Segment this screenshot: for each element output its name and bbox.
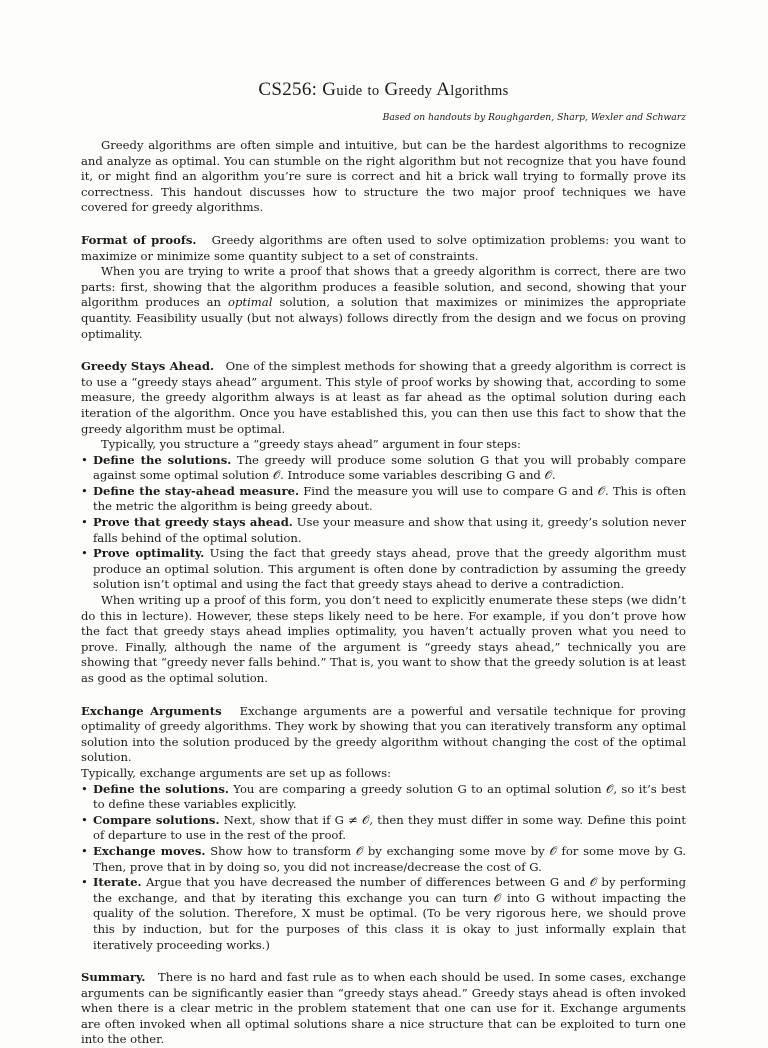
list-item: • Compare solutions. Next, show that if G ≠ 𝒪, then they must differ in some way. Define this point of departure to use in the rest of the proof.: [81, 812, 686, 843]
byline: Based on handouts by Roughgarden, Sharp, Wexler and Schwarz: [382, 112, 686, 123]
stays-ahead-paragraph-3: When writing up a proof of this form, you don’t need to explicitly enumerate these steps (we didn’t do this in lecture). However, these steps likely need to be here. For example, if you don’t prove how the fact that greedy stays ahead implies optimality, you haven’t actually proven what you need to prove. Finally, although the name of the argument is “greedy stays ahead,” technically you are showing that “greedy never falls behind.” That is, you want to show that the greedy solution is at least as good as the optimal solution.: [81, 593, 686, 685]
section-greedy-stays-ahead: [81, 359, 686, 686]
stays-ahead-steps-list: [81, 453, 686, 593]
summary-paragraph: Summary. There is no hard and fast rule as to when each should be used. In some cases, exchange arguments can be significantly easier than “greedy stays ahead.” Greedy stays ahead is often invoked when there is a clear metric in the problem statement that one can use for it. Exchange arguments are often invoked when all optimal solutions share a nice structure that can be exploited to turn one into the other.: [81, 970, 686, 1047]
exchange-paragraph-2: Typically, exchange arguments are set up as follows:: [81, 765, 392, 780]
section-heading: Format of proofs.: [81, 232, 197, 247]
bullet-icon: •: [81, 812, 88, 827]
intro-paragraph: Greedy algorithms are often simple and intuitive, but can be the hardest algorithms to recognize and analyze as optimal. You can stumble on the right algorithm but not recognize that you have found it, or might find an algorithm you’re sure is correct and hit a brick wall trying to formally prove its correctness. This handout discusses how to structure the two major proof techniques we have covered for greedy algorithms.: [81, 138, 686, 215]
format-paragraph-2: When you are trying to write a proof that shows that a greedy algorithm is correct, there are two parts: first, showing that the algorithm produces a feasible solution, and second, showing that your algorithm produces an optimal solution, a solution that maximizes or minimizes the appropriate quantity. Feasibility usually (but not always) follows directly from the design and we focus on proving optimality.: [81, 264, 686, 341]
bullet-icon: •: [81, 546, 88, 561]
section-summary: [81, 970, 686, 1048]
bullet-icon: •: [81, 452, 88, 467]
section-heading: Greedy Stays Ahead.: [81, 359, 215, 374]
bullet-icon: •: [81, 781, 88, 796]
list-item: • Define the stay-ahead measure. Find the measure you will use to compare G and 𝒪. This is often the metric the algorithm is being greedy about.: [81, 483, 686, 514]
stays-ahead-paragraph-1: Greedy Stays Ahead. One of the simplest methods for showing that a greedy algorithm is correct is to use a “greedy stays ahead” argument. This style of proof works by showing that, according to some measure, the greedy algorithm always is at least as far ahead as the optimal solution during each iteration of the algorithm. Once you have established this, you can then use this fact to show that the greedy algorithm must be optimal.: [81, 359, 687, 436]
title-prefix: CS256:: [258, 79, 323, 100]
exchange-paragraph-1: Exchange Arguments Exchange arguments are a powerful and versatile technique for proving optimality of greedy algorithms. They work by showing that you can iteratively transform any optimal solution into the solution produced by the greedy algorithm without changing the cost of the optimal solution.: [81, 703, 686, 765]
list-item: • Prove optimality. Using the fact that greedy stays ahead, prove that the greedy algorithm must produce an optimal solution. This argument is often done by contradiction by assuming the greedy solution isn’t optimal and using the fact that greedy stays ahead to derive a contradiction.: [81, 546, 686, 592]
section-heading: Exchange Arguments: [81, 703, 222, 718]
bullet-icon: •: [81, 843, 88, 858]
format-paragraph-1: Format of proofs. Greedy algorithms are often used to solve optimization problems: you want to maximize or minimize some quantity subject to a set of constraints.: [81, 232, 686, 263]
bullet-icon: •: [81, 875, 88, 890]
section-heading: Summary.: [81, 970, 146, 985]
list-item: • Define the solutions. You are comparing a greedy solution G to an optimal solution 𝒪, so it’s best to define these variables explicitly.: [81, 781, 687, 812]
bullet-icon: •: [81, 515, 88, 530]
stays-ahead-paragraph-2: Typically, you structure a “greedy stays ahead” argument in four steps:: [101, 437, 521, 452]
exchange-steps-list: [81, 782, 686, 954]
section-exchange-arguments: [81, 704, 686, 954]
section-format-of-proofs: [81, 233, 686, 342]
page-title: CS256: Guide to Greedy Algorithms: [258, 79, 509, 100]
list-item: • Iterate. Argue that you have decreased the number of differences between G and 𝒪 by performing the exchange, and that by iterating this exchange you can turn 𝒪 into G without impacting the quality of the solution. Therefore, X must be optimal. (To be very rigorous here, we should prove this by induction, but for the purposes of this class it is okay to just informally explain that iteratively proceeding works.): [81, 875, 686, 952]
list-item: • Define the solutions. The greedy will produce some solution G that you will probably compare against some optimal solution 𝒪. Introduce some variables describing G and 𝒪.: [81, 452, 686, 483]
bullet-icon: •: [81, 483, 88, 498]
list-item: • Exchange moves. Show how to transform 𝒪 by exchanging some move by 𝒪 for some move by G. Then, prove that in by doing so, you did not increase/decrease the cost of G.: [81, 843, 687, 874]
list-item: • Prove that greedy stays ahead. Use your measure and show that using it, greedy’s solution never falls behind of the optimal solution.: [81, 515, 687, 545]
